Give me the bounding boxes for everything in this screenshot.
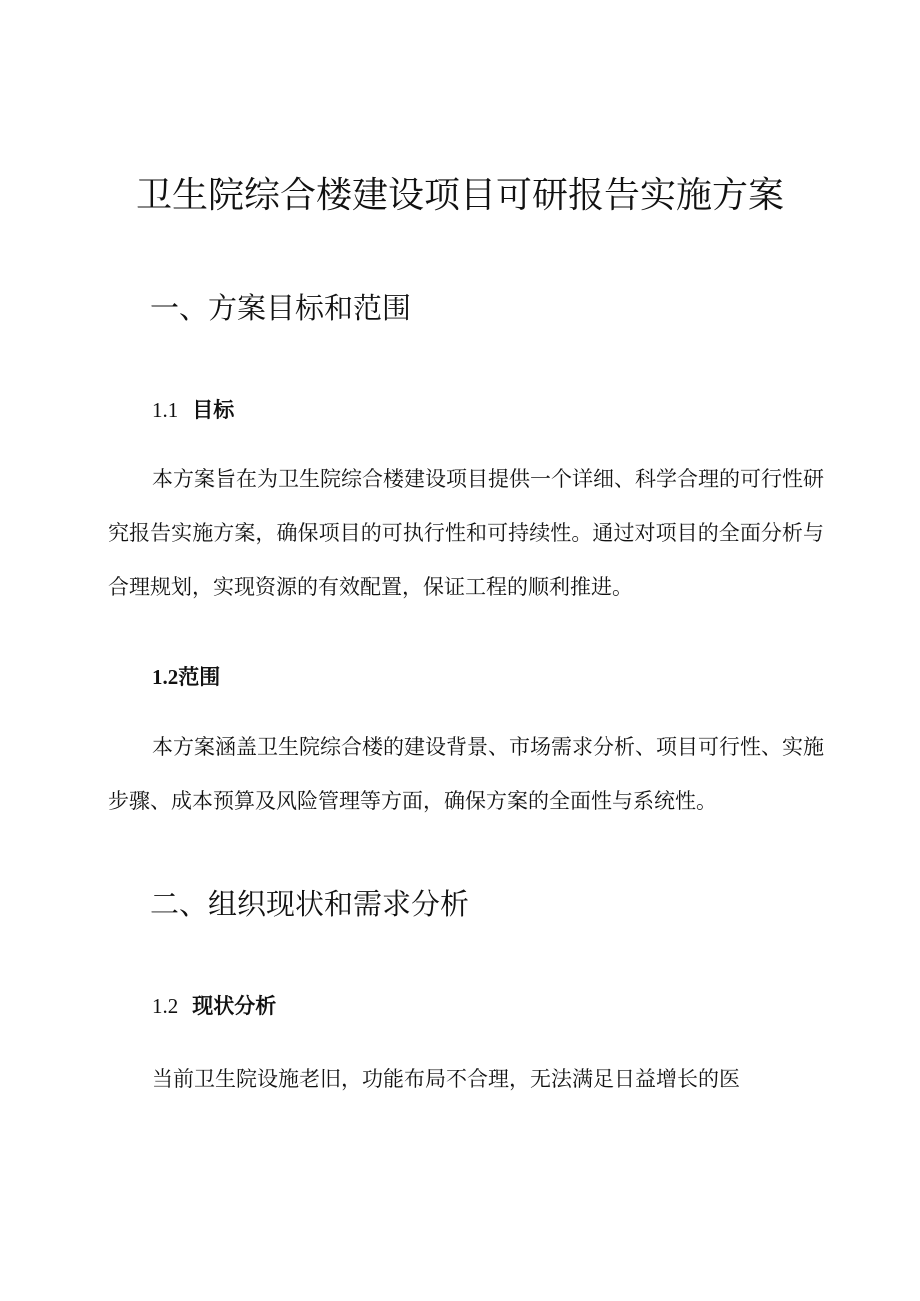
paragraph-status-analysis: 当前卫生院设施老旧，功能布局不合理，无法满足日益增长的医 xyxy=(152,1067,740,1091)
subsection-heading-1-1 xyxy=(152,395,234,425)
subsection-number: 1.2 xyxy=(152,665,179,689)
document-title: 卫生院综合楼建设项目可研报告实施方案 xyxy=(135,175,784,216)
section-heading-2: 二、组织现状和需求分析 xyxy=(150,887,470,921)
subsection-number: 1.2 xyxy=(152,994,179,1018)
subsection-title: 现状分析 xyxy=(192,994,277,1018)
subsection-heading-2-1 xyxy=(152,991,276,1021)
subsection-title: 范围 xyxy=(178,665,221,689)
section-heading-1: 一、方案目标和范围 xyxy=(150,291,412,325)
subsection-heading-1-2 xyxy=(152,662,220,692)
subsection-title: 目标 xyxy=(192,398,235,422)
paragraph-goal: 本方案旨在为卫生院综合楼建设项目提供一个详细、科学合理的可行性研究报告实施方案，确保项目的可执行性和可持续性。通过对项目的全面分析与合理规划，实现资源的有效配置，保证工程的顺利推进。 xyxy=(108,467,824,599)
subsection-number: 1.1 xyxy=(152,398,179,422)
paragraph-scope: 本方案涵盖卫生院综合楼的建设背景、市场需求分析、项目可行性、实施步骤、成本预算及风险管理等方面，确保方案的全面性与系统性。 xyxy=(108,735,824,813)
